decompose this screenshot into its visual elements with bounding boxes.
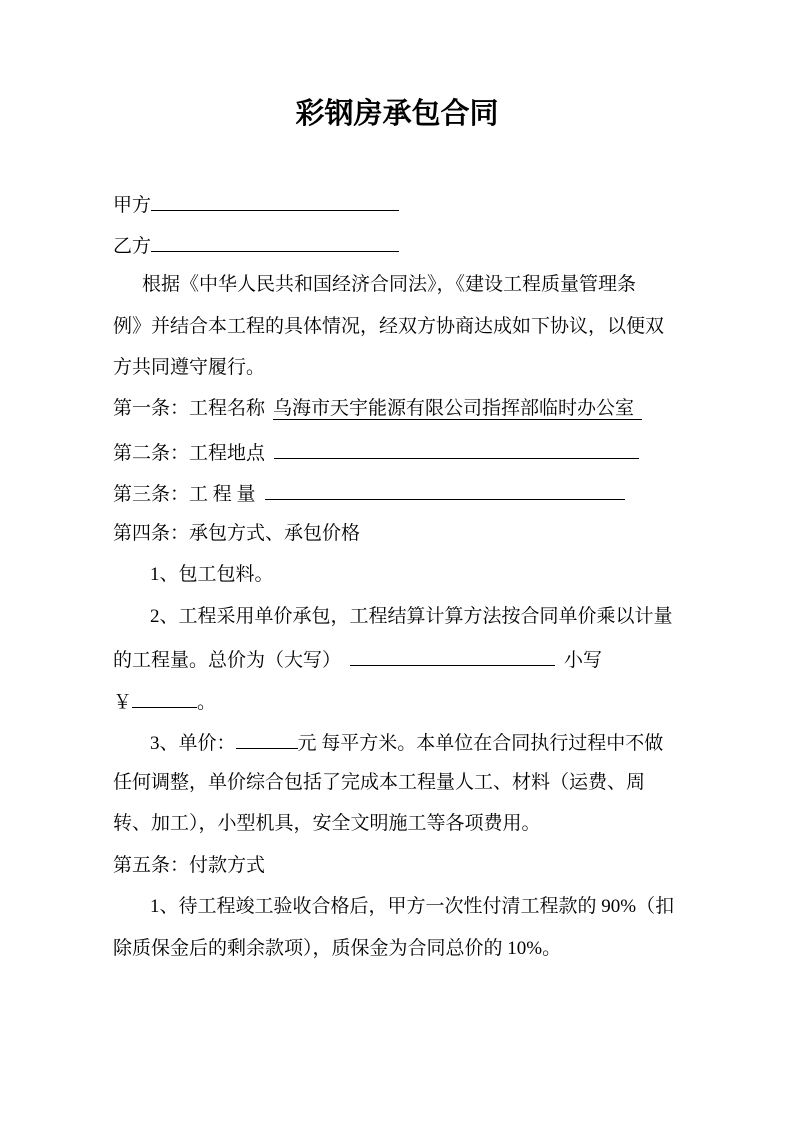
clause-5-item-1-line-2: 除质保金后的剩余款项），质保金为合同总价的 10%。: [113, 938, 562, 959]
clause-1-line: [113, 397, 642, 421]
clause-5-heading: 第五条：付款方式: [113, 855, 266, 876]
clause-4-item-3-line-1: [150, 729, 663, 756]
clause-4-item-1: 1、包工包料。: [150, 564, 274, 585]
yen-symbol: ￥: [113, 692, 133, 713]
party-b-line: [113, 232, 399, 259]
clause-1-label: 第一条：工程名称: [113, 398, 266, 419]
clause-2-location-blank: [274, 439, 639, 459]
clause-4-item-3-line-3: 转、加工），小型机具，安全文明施工等各项费用。: [113, 813, 541, 834]
clause-3-line: [113, 480, 625, 507]
total-price-small-label: 小写: [564, 650, 603, 671]
total-price-capital-blank: [350, 646, 555, 666]
document-title: 彩钢房承包合同: [295, 98, 499, 130]
unit-price-suffix: 元 每平方米。本单位在合同执行过程中不做: [297, 733, 664, 754]
party-b-blank: [151, 232, 399, 252]
total-price-capital-label: 的工程量。总价为（大写）: [113, 650, 342, 671]
clause-2-label: 第二条：工程地点: [113, 443, 266, 464]
clause-4-item-2-line-3: [113, 688, 216, 715]
clause-4-heading: 第四条：承包方式、承包价格: [113, 523, 361, 544]
party-a-blank: [151, 191, 399, 211]
period-after-amount: 。: [197, 692, 217, 713]
preamble-line-3: 方共同遵守履行。: [113, 357, 266, 378]
clause-4-item-2-line-2: [113, 646, 602, 673]
preamble-line-2: 例》并结合本工程的具体情况，经双方协商达成如下协议，以便双: [113, 316, 665, 337]
preamble-line-1: 根据《中华人民共和国经济合同法》，《建设工程质量管理条: [142, 274, 637, 295]
total-price-numeric-blank: [132, 688, 197, 708]
party-b-label: 乙方: [113, 236, 152, 257]
clause-2-line: [113, 439, 639, 466]
clause-5-item-1-line-1: 1、待工程竣工验收合格后，甲方一次性付清工程款的 90%（扣: [150, 896, 675, 917]
party-a-line: [113, 191, 399, 218]
clause-4-item-2-line-1: 2、工程采用单价承包，工程结算计算方法按合同单价乘以计量: [150, 606, 673, 627]
clause-1-project-name-value: 乌海市天宇能源有限公司指挥部临时办公室: [273, 398, 642, 420]
unit-price-label: 3、单价：: [150, 733, 236, 754]
clause-3-label: 第三条：工 程 量: [113, 484, 256, 505]
clause-3-quantity-blank: [265, 480, 625, 500]
clause-4-item-3-line-2: 任何调整，单价综合包括了完成本工程量人工、材料（运费、周: [113, 772, 646, 793]
unit-price-blank: [236, 729, 298, 749]
party-a-label: 甲方: [113, 195, 152, 216]
